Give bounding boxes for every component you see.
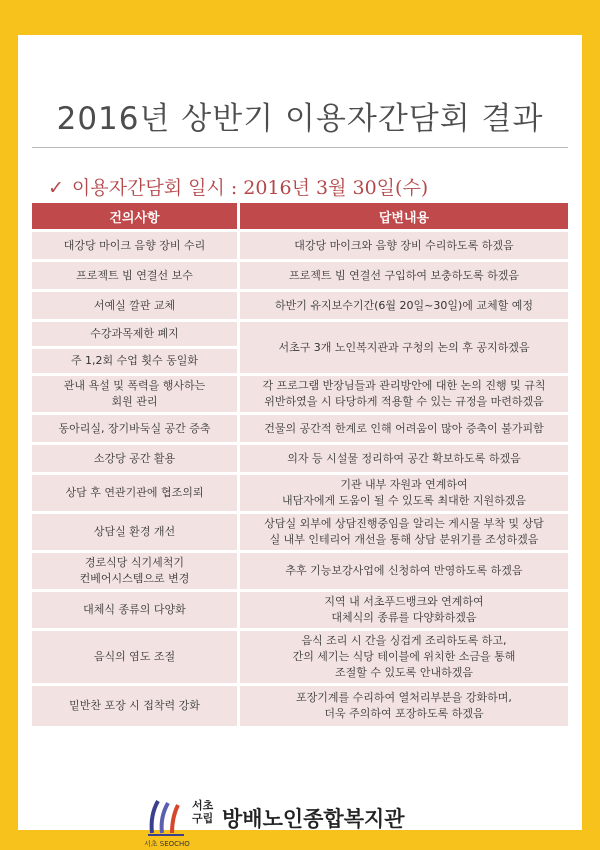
answer-cell: 포장기계를 수리하여 열처리부분을 강화하며, 더욱 주의하여 포장하도록 하겠음 [240, 686, 568, 726]
meeting-date-text: 이용자간담회 일시 : 2016년 3월 30일(수) [71, 177, 429, 199]
table-row [32, 376, 568, 412]
table-row [32, 686, 568, 726]
page-title: 2016년 상반기 이용자간담회 결과 [56, 101, 544, 137]
answer-cell: 대강당 마이크와 음향 장비 수리하도록 하겠음 [240, 232, 568, 259]
logo-caption: 서초 SEOCHO [144, 840, 190, 848]
suggestion-cell: 상담실 환경 개선 [32, 514, 240, 550]
check-icon: ✓ [48, 177, 64, 199]
suggestion-cell: 음식의 염도 조절 [32, 631, 240, 683]
answer-cell: 음식 조리 시 간을 싱겁게 조리하도록 하고, 간의 세기는 식당 테이블에 위치한 소금을 통해 조절할 수 있도록 안내하겠음 [240, 631, 568, 683]
table-row [32, 553, 568, 589]
title-divider [32, 147, 568, 148]
table-row [32, 592, 568, 628]
suggestion-cell: 대강당 마이크 음향 장비 수리 [32, 232, 240, 259]
suggestion-cell: 수강과목제한 폐지 [32, 322, 240, 346]
district-label: 서초구립 [192, 799, 214, 825]
answer-cell: 서초구 3개 노인복지관과 구청의 논의 후 공지하겠음 [240, 322, 568, 373]
table-header-row [32, 203, 568, 229]
answer-cell: 건물의 공간적 한계로 인해 어려움이 많아 증축이 불가피함 [240, 415, 568, 442]
suggestion-cell: 대체식 종류의 다양화 [32, 592, 240, 628]
suggestion-cell: 밑반찬 포장 시 접착력 강화 [32, 686, 240, 726]
table-row [32, 445, 568, 472]
footer [18, 795, 582, 848]
suggestion-cell: 주 1,2회 수업 횟수 동일화 [32, 349, 240, 373]
organization-name: 방배노인종합복지관 [222, 807, 405, 831]
suggestion-table [32, 200, 568, 729]
header-answer: 답변내용 [240, 203, 568, 229]
suggestion-cell: 경로식당 식기세척기 컨베어시스템으로 변경 [32, 553, 240, 589]
meeting-date [48, 173, 428, 200]
table-row [32, 322, 568, 346]
table-row [32, 514, 568, 550]
suggestion-cell: 소강당 공간 활용 [32, 445, 240, 472]
suggestion-cell: 동아리실, 장기바둑실 공간 증축 [32, 415, 240, 442]
table-row [32, 415, 568, 442]
suggestion-cell: 상담 후 연관기관에 협조의뢰 [32, 475, 240, 511]
table-row [32, 232, 568, 259]
table-row [32, 292, 568, 319]
table-row [32, 475, 568, 511]
answer-cell: 기관 내부 자원과 연계하여 내담자에게 도움이 될 수 있도록 최대한 지원하겠음 [240, 475, 568, 511]
answer-cell: 추후 기능보강사업에 신청하여 반영하도록 하겠음 [240, 553, 568, 589]
table-row [32, 631, 568, 683]
answer-cell: 각 프로그램 반장님들과 관리방안에 대한 논의 진행 및 규칙 위반하였을 시 타당하게 적용할 수 있는 규정을 마련하겠음 [240, 376, 568, 412]
answer-cell: 상담실 외부에 상담진행중임을 알리는 게시물 부착 및 상담 실 내부 인테리어 개선을 통해 상담 분위기를 조성하겠음 [240, 514, 568, 550]
answer-cell: 프로젝트 빔 연결선 구입하여 보충하도록 하겠음 [240, 262, 568, 289]
answer-cell: 하반기 유지보수기간(6월 20일~30일)에 교체할 예정 [240, 292, 568, 319]
suggestion-cell: 관내 욕설 및 폭력을 행사하는 회원 관리 [32, 376, 240, 412]
answer-cell: 지역 내 서초푸드뱅크와 연계하여 대체식의 종류를 다양화하겠음 [240, 592, 568, 628]
answer-cell: 의자 등 시설물 정리하여 공간 확보하도록 하겠음 [240, 445, 568, 472]
suggestion-cell: 서예실 깔판 교체 [32, 292, 240, 319]
seocho-logo-icon [146, 795, 186, 839]
table-row [32, 262, 568, 289]
header-suggestion: 건의사항 [32, 203, 240, 229]
notice-card [18, 35, 582, 848]
suggestion-cell: 프로젝트 빔 연결선 보수 [32, 262, 240, 289]
